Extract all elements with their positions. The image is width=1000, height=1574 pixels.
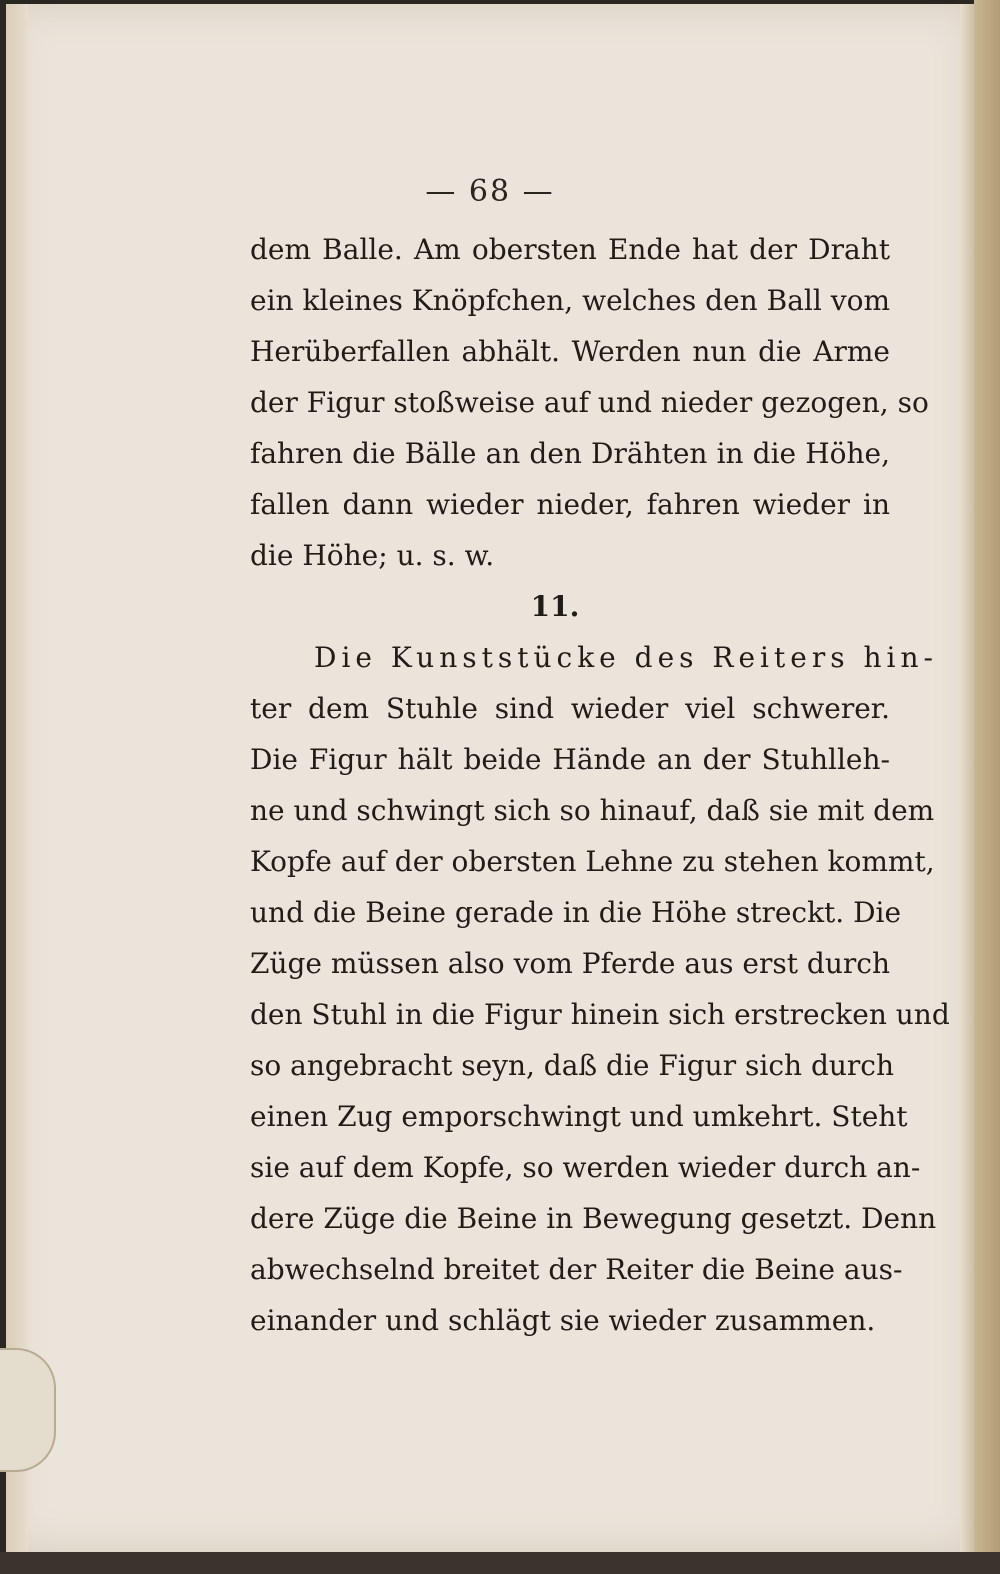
text-line: Kopfe auf der obersten Lehne zu stehen kommt, [250,845,935,878]
paragraph-2 [250,632,950,1346]
text-line: ter dem Stuhle sind wieder viel schwerer. [250,692,890,725]
text-line: der Figur stoßweise auf und nieder gezogen, so [250,386,929,419]
section-number: 11. [530,590,580,623]
text-line: Herüberfallen abhält. Werden nun die Arme [250,335,890,368]
text-line: dem Balle. Am obersten Ende hat der Draht [250,233,890,266]
text-line: Die Figur hält beide Hände an der Stuhlleh- [250,743,890,776]
text-line: ein kleines Knöpfchen, welches den Ball vom [250,284,890,317]
text-line: dere Züge die Beine in Bewegung gesetzt. Denn [250,1202,937,1235]
book-edge-strip [974,0,1000,1574]
text-line: so angebracht seyn, daß die Figur sich durch [250,1049,894,1082]
page-left-shadow [6,4,28,1552]
page-text [250,224,950,1346]
page-number: — 68 — [425,174,555,209]
text-line: fahren die Bälle an den Drähten in die Höhe, [250,437,890,470]
text-line: und die Beine gerade in die Höhe streckt. Die [250,896,902,929]
text-line: die Höhe; u. s. w. [250,539,495,572]
text-line: fallen dann wieder nieder, fahren wieder in [250,488,890,521]
text-line: sie auf dem Kopfe, so werden wieder durch an- [250,1151,921,1184]
text-line: abwechselnd breitet der Reiter die Beine aus- [250,1253,903,1286]
paragraph-1 [250,224,929,581]
text-line: den Stuhl in die Figur hinein sich erstrecken und [250,998,950,1031]
page-tab-notch [0,1348,56,1472]
text-line: Züge müssen also vom Pferde aus erst durch [250,947,890,980]
text-line: einen Zug emporschwingt und umkehrt. Steht [250,1100,908,1133]
text-line: ne und schwingt sich so hinauf, daß sie mit dem [250,794,935,827]
book-page [6,4,974,1552]
scan-bottom-edge [0,1552,1000,1574]
text-line: Die Kunststücke des Reiters hin- [314,641,938,674]
text-line: einander und schlägt sie wieder zusammen. [250,1304,876,1337]
page-right-shadow [960,4,974,1552]
